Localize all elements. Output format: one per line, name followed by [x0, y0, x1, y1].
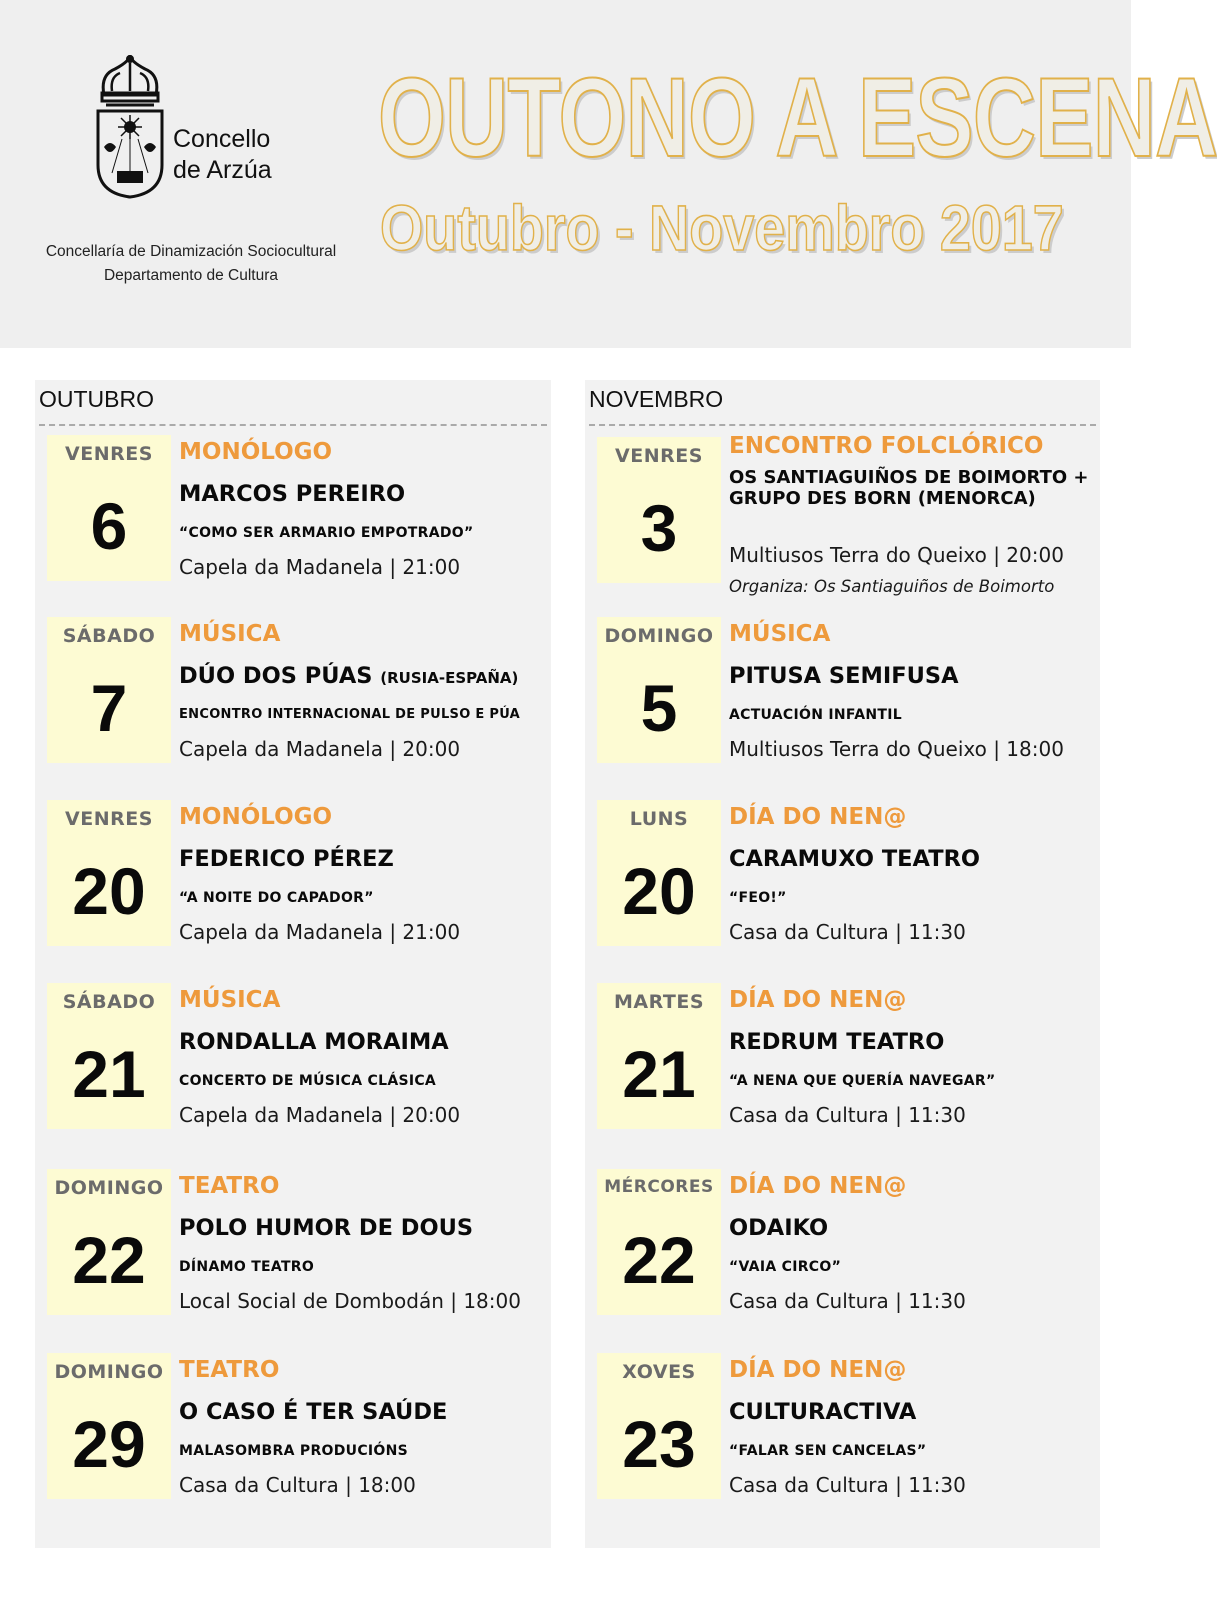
event-category: DÍA DO NEN@: [729, 987, 907, 1013]
event-day: 21: [72, 1037, 146, 1111]
event-venue: Multiusos Terra do Queixo | 18:00: [729, 737, 1064, 761]
event-nov-22: [597, 1169, 1097, 1315]
event-subtitle: “A NENA QUE QUERÍA NAVEGAR”: [729, 1073, 996, 1089]
event-oct-29: [47, 1353, 547, 1499]
event-category: DÍA DO NEN@: [729, 1357, 907, 1383]
event-category: MÚSICA: [729, 621, 831, 647]
event-subtitle: DÍNAMO TEATRO: [179, 1259, 315, 1275]
event-venue: Casa da Cultura | 11:30: [729, 920, 966, 944]
event-name: MARCOS PEREIRO: [179, 481, 406, 507]
event-venue: Capela da Madanela | 20:00: [179, 1103, 461, 1127]
november-column: [585, 380, 1100, 1548]
event-day: 3: [640, 491, 678, 565]
event-venue: Capela da Madanela | 20:00: [179, 737, 461, 761]
event-day: 6: [90, 489, 128, 563]
event-day: 23: [622, 1407, 696, 1481]
event-oct-6: [47, 435, 547, 581]
event-oct-22: [47, 1169, 547, 1315]
event-day: 29: [72, 1407, 146, 1481]
date-box: [597, 983, 721, 1129]
event-weekday: VENRES: [615, 445, 703, 467]
event-subtitle: MALASOMBRA PRODUCIÓNS: [179, 1443, 409, 1459]
event-category: MONÓLOGO: [179, 804, 333, 830]
event-category: MÚSICA: [179, 621, 281, 647]
date-box: [47, 1353, 171, 1499]
event-subtitle: “VAIA CIRCO”: [729, 1259, 842, 1275]
event-weekday: MARTES: [613, 991, 704, 1013]
event-venue: Casa da Cultura | 18:00: [179, 1473, 416, 1497]
event-subtitle: “A NOITE DO CAPADOR”: [179, 890, 374, 906]
page-subtitle: Outubro - Novembro 2017: [380, 192, 1064, 264]
event-weekday: MÉRCORES: [604, 1177, 714, 1197]
event-oct-21: [47, 983, 547, 1129]
event-nov-21: [597, 983, 1097, 1129]
event-weekday: SÁBADO: [62, 991, 156, 1013]
event-day: 5: [640, 671, 678, 745]
november-divider: [589, 424, 1096, 426]
concello-name-line2: de Arzúa: [173, 156, 272, 184]
date-box: [597, 437, 721, 583]
event-day: 21: [622, 1037, 696, 1111]
event-name-main: DÚO DOS PÚAS: [179, 663, 373, 689]
event-name: POLO HUMOR DE DOUS: [179, 1215, 474, 1241]
event-subtitle: “FEO!”: [729, 890, 787, 906]
event-day: 7: [90, 671, 128, 745]
october-column: [35, 380, 551, 1548]
event-subtitle: ENCONTRO INTERNACIONAL DE PULSO E PÚA: [179, 707, 521, 722]
department-text: [18, 240, 364, 288]
event-name: RONDALLA MORAIMA: [179, 1029, 449, 1055]
november-heading: NOVEMBRO: [589, 386, 724, 412]
event-name: [179, 663, 518, 689]
event-nov-3: [597, 433, 1097, 596]
event-subtitle: “COMO SER ARMARIO EMPOTRADO”: [179, 525, 474, 541]
event-nov-23: [597, 1353, 1097, 1499]
event-weekday: LUNS: [629, 808, 689, 830]
date-box: [47, 617, 171, 763]
event-nov-5: [597, 617, 1097, 763]
event-weekday: VENRES: [65, 808, 153, 830]
event-nov-20: [597, 800, 1097, 946]
date-box: [597, 800, 721, 946]
date-box: [47, 1169, 171, 1315]
event-name: CULTURACTIVA: [729, 1399, 917, 1425]
concello-name: [173, 124, 272, 186]
event-venue: Casa da Cultura | 11:30: [729, 1289, 966, 1313]
event-day: 22: [622, 1223, 696, 1297]
event-organizer: Organiza: Os Santiaguiños de Boimorto: [729, 577, 1055, 596]
event-category: TEATRO: [179, 1357, 280, 1383]
event-day: 20: [622, 854, 696, 928]
event-weekday: DOMINGO: [604, 625, 714, 647]
october-heading: OUTUBRO: [39, 386, 154, 412]
date-box: [597, 617, 721, 763]
event-venue: Casa da Cultura | 11:30: [729, 1473, 966, 1497]
date-box: [597, 1169, 721, 1315]
event-venue: Local Social de Dombodán | 18:00: [179, 1289, 521, 1313]
header-band: [0, 0, 1217, 348]
event-category: DÍA DO NEN@: [729, 1173, 907, 1199]
event-name-extra: (RUSIA-ESPAÑA): [380, 669, 519, 687]
event-weekday: SÁBADO: [62, 625, 156, 647]
event-name: OS SANTIAGUIÑOS DE BOIMORTO + GRUPO DES BORN (MENORCA): [729, 467, 1089, 509]
event-name: REDRUM TEATRO: [729, 1029, 945, 1055]
event-venue: Capela da Madanela | 21:00: [179, 920, 461, 944]
event-name: PITUSA SEMIFUSA: [729, 663, 959, 689]
event-day: 20: [72, 854, 146, 928]
event-oct-7: [47, 617, 547, 763]
department-line1: Concellaría de Dinamización Sociocultural: [45, 243, 337, 260]
date-box: [47, 983, 171, 1129]
event-venue: Casa da Cultura | 11:30: [729, 1103, 966, 1127]
event-subtitle: ACTUACIÓN INFANTIL: [729, 707, 902, 723]
event-weekday: XOVES: [622, 1361, 696, 1383]
event-name: ODAIKO: [729, 1215, 829, 1241]
event-weekday: VENRES: [65, 443, 153, 465]
date-box: [597, 1353, 721, 1499]
event-subtitle: CONCERTO DE MÚSICA CLÁSICA: [179, 1073, 437, 1089]
date-box: [47, 435, 171, 581]
event-name: FEDERICO PÉREZ: [179, 846, 394, 872]
event-weekday: DOMINGO: [54, 1177, 164, 1199]
department-line2: Departamento de Cultura: [103, 267, 279, 284]
event-venue: Capela da Madanela | 21:00: [179, 555, 461, 579]
page-title: OUTONO A ESCENA: [378, 55, 1217, 180]
event-name: CARAMUXO TEATRO: [729, 846, 981, 872]
event-category: TEATRO: [179, 1173, 280, 1199]
event-category: ENCONTRO FOLCLÓRICO: [729, 433, 1044, 459]
date-box: [47, 800, 171, 946]
event-category: MONÓLOGO: [179, 439, 333, 465]
event-weekday: DOMINGO: [54, 1361, 164, 1383]
event-day: 22: [72, 1223, 146, 1297]
event-subtitle: “FALAR SEN CANCELAS”: [729, 1443, 927, 1459]
event-name: O CASO É TER SAÚDE: [179, 1399, 448, 1425]
event-category: MÚSICA: [179, 987, 281, 1013]
event-venue: Multiusos Terra do Queixo | 20:00: [729, 543, 1064, 567]
concello-name-line1: Concello: [173, 125, 271, 153]
event-oct-20: [47, 800, 547, 946]
event-category: DÍA DO NEN@: [729, 804, 907, 830]
october-divider: [39, 424, 547, 426]
